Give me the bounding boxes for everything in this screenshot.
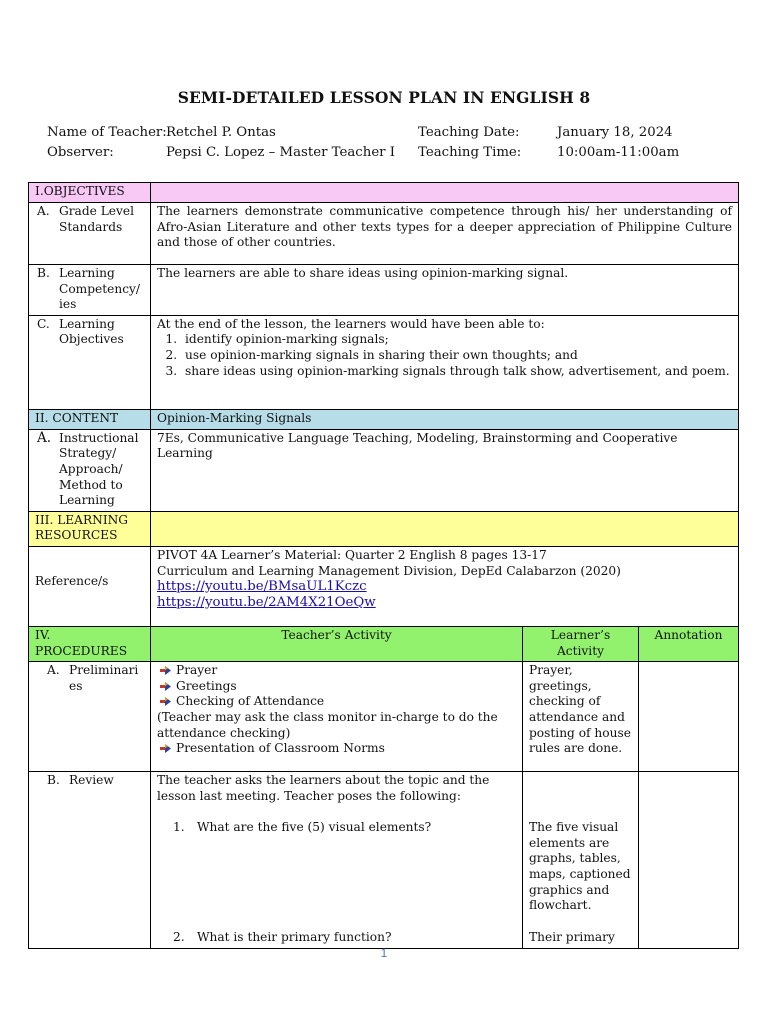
learning-resources-row <box>29 511 739 546</box>
arrow-bullet-icon <box>157 694 176 709</box>
list-item <box>157 694 516 710</box>
review-row <box>29 772 739 948</box>
label-text: Instructional Strategy/ Approach/ Method to Learning <box>59 430 139 508</box>
content-heading: II. CONTENT <box>29 409 151 429</box>
review-question-2 <box>173 930 516 946</box>
preliminaries-annotation <box>639 662 739 772</box>
letter-b: B. <box>37 266 50 280</box>
youtube-link-1[interactable]: https://youtu.be/BMsaUL1Kczc <box>157 579 367 595</box>
content-row <box>29 409 739 429</box>
procedures-header-row <box>29 626 739 661</box>
teacher-value: Retchel P. Ontas <box>166 125 276 140</box>
preliminaries-label <box>29 662 151 772</box>
arrow-bullet-icon <box>157 679 176 694</box>
review-answer-2: Their primary <box>529 929 615 944</box>
grade-level-standards-text: The learners demonstrate communicative competence through his/ her understanding of Afro-Asian Literature and other texts types for a deeper appreciation of Philippine Culture and those of other countries. <box>151 203 739 265</box>
learning-competency-label <box>29 265 151 316</box>
references-row <box>29 546 739 626</box>
bullet-text: Presentation of Classroom Norms <box>176 741 385 756</box>
learning-competency-text: The learners are able to share ideas using opinion-marking signal. <box>151 265 739 316</box>
youtube-link-2[interactable]: https://youtu.be/2AM4X21OeQw <box>157 594 376 610</box>
observer-label: Observer: <box>47 145 114 160</box>
objectives-intro: At the end of the lesson, the learners would have been able to: <box>157 316 545 331</box>
list-item: 2. use opinion-marking signals in sharing their own thoughts; and <box>181 348 732 364</box>
preliminaries-learner-activity: Prayer, greetings, checking of attendance and posting of house rules are done. <box>523 662 639 772</box>
letter-a: A. <box>47 663 60 678</box>
teacher-activity-header: Teacher’s Activity <box>151 626 523 661</box>
review-question-1 <box>173 820 516 836</box>
bullet-text: Checking of Attendance <box>176 694 325 709</box>
lesson-plan-table <box>28 182 739 949</box>
bullet-text: Prayer <box>176 663 218 678</box>
review-learner-activity <box>523 772 639 948</box>
question-text: What are the five (5) visual elements? <box>197 820 432 835</box>
learning-objectives-label <box>29 315 151 409</box>
objectives-fill <box>151 183 739 203</box>
annotation-header: Annotation <box>639 626 739 661</box>
objectives-row <box>29 183 739 203</box>
review-label <box>29 772 151 948</box>
list-item <box>157 663 516 679</box>
preliminaries-row <box>29 662 739 772</box>
instructional-strategy-row <box>29 429 739 511</box>
review-annotation <box>639 772 739 948</box>
learning-objectives-row <box>29 315 739 409</box>
label-text: Learning Competency/ ies <box>59 266 141 312</box>
list-item: 3. share ideas using opinion-marking signals through talk show, advertisement, and poem. <box>181 364 732 380</box>
question-number: 1. <box>173 820 185 835</box>
observer-value: Pepsi C. Lopez – Master Teacher I <box>166 145 396 160</box>
question-text: What is their primary function? <box>197 929 392 944</box>
grade-level-standards-row <box>29 203 739 265</box>
learning-resources-heading: III. LEARNING RESOURCES <box>29 511 151 546</box>
letter-a: A. <box>37 429 52 446</box>
date-label: Teaching Date: <box>418 125 520 140</box>
procedures-heading: IV. PROCEDURES <box>29 626 151 661</box>
bullet-text: Greetings <box>176 678 237 693</box>
instructional-strategy-text: 7Es, Communicative Language Teaching, Modeling, Brainstorming and Cooperative Learning <box>151 429 739 511</box>
label-text: Grade Level Standards <box>59 204 135 234</box>
letter-b: B. <box>47 773 60 788</box>
learning-competency-row <box>29 265 739 316</box>
learning-objectives-text <box>151 315 739 409</box>
label-text: Review <box>69 773 114 788</box>
page-number: 1 <box>380 948 388 960</box>
document-title: SEMI-DETAILED LESSON PLAN IN ENGLISH 8 <box>177 88 591 107</box>
instructional-strategy-label <box>29 429 151 511</box>
arrow-bullet-icon <box>157 741 176 756</box>
references-text <box>151 546 739 626</box>
learning-resources-fill <box>151 511 739 546</box>
teacher-label: Name of Teacher: <box>47 125 167 140</box>
content-value: Opinion-Marking Signals <box>151 409 739 429</box>
review-answer-1: The five visual elements are graphs, tables, maps, captioned graphics and flowchart. <box>529 820 631 913</box>
letter-c: C. <box>37 316 50 331</box>
learner-activity-header: Learner’s Activity <box>523 626 639 661</box>
label-text: Preliminari es <box>69 663 139 693</box>
arrow-bullet-icon <box>157 663 176 678</box>
review-teacher-activity <box>151 772 523 948</box>
question-number: 2. <box>173 929 185 944</box>
date-value: January 18, 2024 <box>557 125 673 140</box>
time-label: Teaching Time: <box>418 145 522 160</box>
list-item <box>157 679 516 695</box>
preliminaries-teacher-activity <box>151 662 523 772</box>
objectives-heading: I.OBJECTIVES <box>29 183 151 203</box>
time-value: 10:00am-11:00am <box>557 145 680 160</box>
list-item <box>157 741 516 757</box>
objectives-list <box>157 332 732 379</box>
reference-line-2: Curriculum and Learning Management Division, DepEd Calabarzon (2020) <box>157 563 621 578</box>
attendance-note: (Teacher may ask the class monitor in-charge to do the attendance checking) <box>157 709 498 740</box>
grade-level-standards-label <box>29 203 151 265</box>
list-item: 1. identify opinion-marking signals; <box>181 332 732 348</box>
reference-line-1: PIVOT 4A Learner’s Material: Quarter 2 English 8 pages 13-17 <box>157 547 547 562</box>
references-label: Reference/s <box>29 546 151 626</box>
label-text: Learning Objectives <box>59 316 124 347</box>
review-intro: The teacher asks the learners about the topic and the lesson last meeting. Teacher poses the following: <box>157 773 490 803</box>
letter-a: A. <box>37 204 50 218</box>
